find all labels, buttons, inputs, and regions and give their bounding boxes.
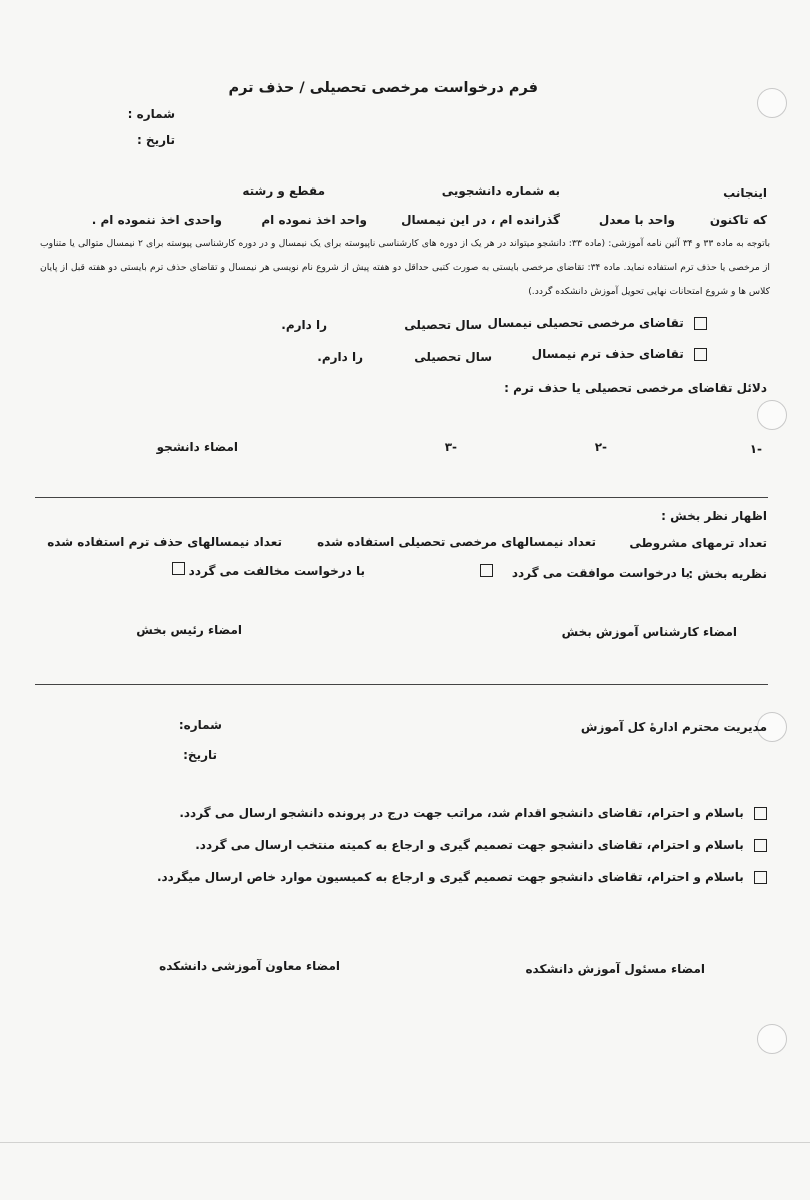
section-divider xyxy=(35,497,768,498)
reasons-label: دلائل تقاضای مرخصی تحصیلی یا حذف ترم : xyxy=(504,381,767,395)
binder-hole xyxy=(757,400,787,430)
request-drop-end: را دارم. xyxy=(317,350,363,364)
conditional-terms-label: تعداد ترمهای مشروطی xyxy=(629,536,767,550)
i-label: اینجانب xyxy=(723,186,767,200)
level-field-label: مقطع و رشته xyxy=(242,184,325,198)
office-number-label: شماره: xyxy=(178,718,222,732)
office-option-checkbox[interactable] xyxy=(754,871,767,884)
binder-hole xyxy=(757,1024,787,1054)
office-option-row xyxy=(157,870,767,884)
disagree-label: با درخواست مخالفت می گردد xyxy=(188,564,365,578)
office-option-row xyxy=(179,806,767,820)
request-drop-checkbox[interactable] xyxy=(694,348,707,361)
passed-label: گذرانده ام ، در این نیمسال xyxy=(401,213,560,227)
department-opinion-prefix: نظریه بخش : xyxy=(688,567,767,581)
request-leave-end: را دارم. xyxy=(281,318,327,332)
student-signature-label: امضاء دانشجو xyxy=(156,440,238,454)
reason-item-2: -۲ xyxy=(594,440,607,454)
request-leave-checkbox[interactable] xyxy=(694,317,707,330)
form-title: فرم درخواست مرخصی تحصیلی / حذف ترم xyxy=(228,80,538,96)
scan-edge xyxy=(0,1142,810,1143)
request-drop-year-label: سال تحصیلی xyxy=(414,350,492,364)
reason-item-3: -۳ xyxy=(444,440,457,454)
units-taken-label: واحد اخذ نموده ام xyxy=(261,213,367,227)
regulation-text: باتوجه به ماده ۳۳ و ۳۴ آئین نامه آموزشی: (ماده ۳۳: دانشجو میتواند در هر یک از دوره های کارشناسی ناپیوسته برای یک نیمسال و در دوره کارشناسی پیوسته برای ۲ نیمسال متوالی یا متناوب از مرخصی یا حذف ترم استفاده نماید. ماده ۳۴: تقاضای مرخصی بایستی به صورت کتبی حداقل دو هفته پیش از شروع نام نویسی هر نیمسال و تقاضای حذف ترم بایستی دو هفته قبل از پایان کلاس ها و شروع امتحانات نهایی تحویل آموزش دانشکده گردد.) xyxy=(40,238,771,297)
office-date-label: تاریخ: xyxy=(183,748,217,762)
office-option-checkbox[interactable] xyxy=(754,807,767,820)
office-addressee: مدیریت محترم ادارهٔ کل آموزش xyxy=(580,720,767,734)
agree-checkbox[interactable] xyxy=(480,564,493,577)
expert-signature-label: امضاء کارشناس آموزش بخش xyxy=(561,625,737,639)
officer-signature-label: امضاء مسئول آموزش دانشکده xyxy=(525,962,705,976)
leave-used-label: تعداد نیمسالهای مرخصی تحصیلی استفاده شده xyxy=(317,535,596,549)
so-far-label: که تاکنون xyxy=(709,213,767,227)
request-leave-row xyxy=(488,316,707,330)
office-option-label: باسلام و احترام، تقاضای دانشجو اقدام شد، مراتب جهت درج در پرونده دانشجو ارسال می گردد. xyxy=(179,806,744,820)
units-avg-label: واحد با معدل xyxy=(598,213,675,227)
office-option-label: باسلام و احترام، تقاضای دانشجو جهت تصمیم گیری و ارجاع به کمیسیون موارد خاص ارسال میگردد. xyxy=(156,870,744,884)
office-option-label: باسلام و احترام، تقاضای دانشجو جهت تصمیم گیری و ارجاع به کمیته منتخب ارسال می گردد. xyxy=(195,838,744,852)
drop-used-label: تعداد نیمسالهای حذف ترم استفاده شده xyxy=(47,535,282,549)
form-date-label: تاریخ : xyxy=(136,133,175,147)
binder-hole xyxy=(757,88,787,118)
request-drop-row xyxy=(532,347,707,361)
units-not-taken-label: واحدی اخذ ننموده ام . xyxy=(91,213,222,227)
office-option-row xyxy=(195,838,767,852)
office-option-checkbox[interactable] xyxy=(754,839,767,852)
deputy-signature-label: امضاء معاون آموزشی دانشکده xyxy=(159,959,340,973)
section-divider xyxy=(35,684,768,685)
disagree-checkbox[interactable] xyxy=(172,562,185,575)
student-number-label: به شماره دانشجویی xyxy=(441,184,560,198)
request-drop-label: تقاضای حذف ترم نیمسال xyxy=(531,347,684,361)
head-signature-label: امضاء رئیس بخش xyxy=(136,623,242,637)
agree-label: با درخواست موافقت می گردد xyxy=(511,566,690,580)
form-number-label: شماره : xyxy=(127,107,175,121)
department-opinion-label: اظهار نظر بخش : xyxy=(661,509,767,523)
request-leave-label: تقاضای مرخصی تحصیلی نیمسال xyxy=(487,316,684,330)
reason-item-1: -۱ xyxy=(749,442,762,456)
request-leave-year-label: سال تحصیلی xyxy=(404,318,482,332)
